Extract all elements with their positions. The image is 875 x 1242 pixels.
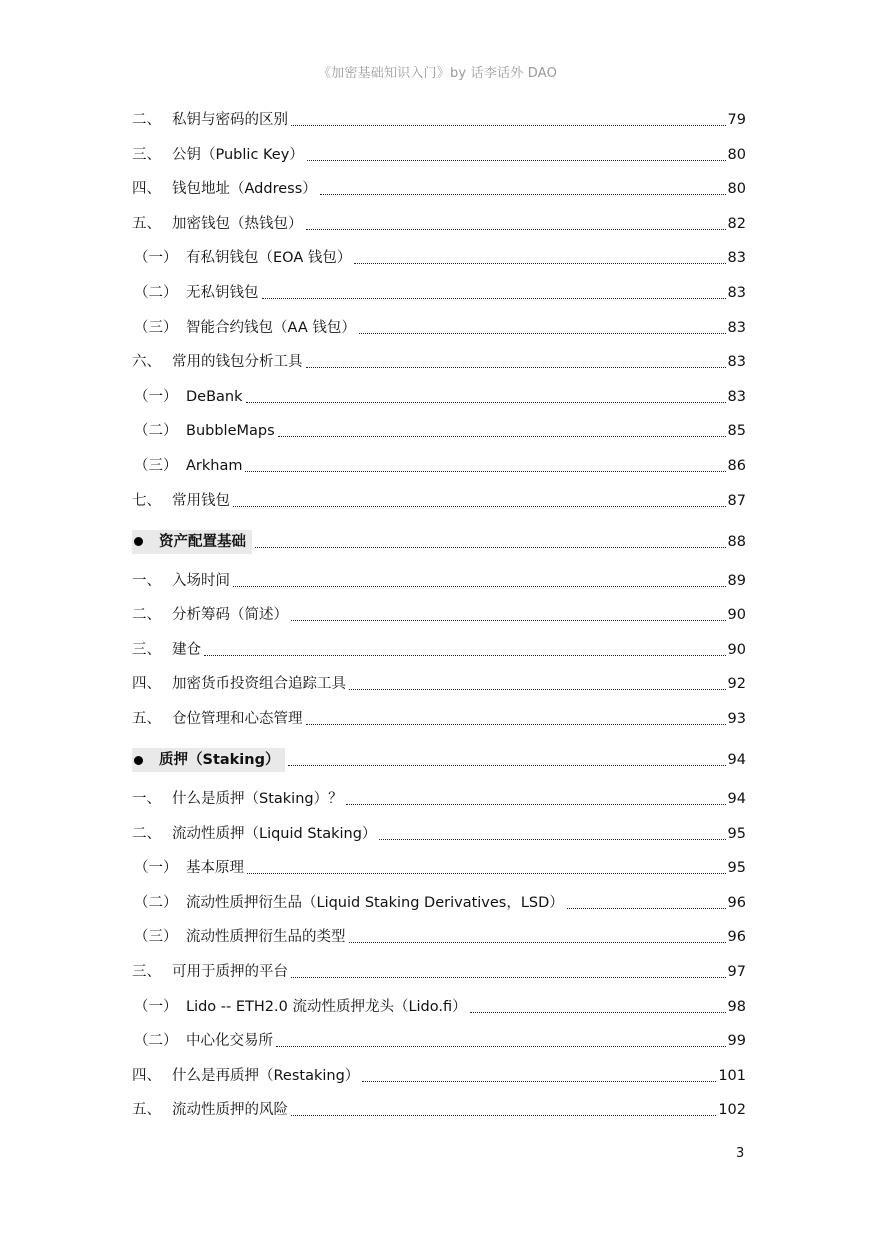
toc-entry-page: 97 [727, 964, 746, 980]
toc-entry-number: （一） [134, 998, 178, 1015]
toc-entry[interactable] [132, 487, 746, 511]
dot-leader [247, 872, 726, 874]
toc-entry-page: 96 [727, 894, 746, 911]
toc-entry-page: 94 [727, 752, 746, 768]
dot-leader [470, 1011, 726, 1013]
toc-entry-title: 仓位管理和心态管理 [172, 711, 303, 727]
toc-entry[interactable] [132, 175, 746, 199]
dot-leader [349, 941, 726, 943]
toc-entry[interactable] [132, 820, 746, 844]
section-heading-highlight [132, 530, 252, 554]
toc-entry-title: 公钥（Public Key） [172, 146, 304, 163]
toc-entry-page: 90 [727, 641, 746, 658]
dot-leader [246, 401, 726, 403]
toc-entry[interactable] [132, 1062, 746, 1086]
toc-entry-title: 什么是再质押（Restaking） [172, 1067, 360, 1084]
toc-entry-title: 资产配置基础 [159, 533, 246, 550]
toc-entry[interactable] [132, 279, 746, 303]
toc-entry-title: 流动性质押衍生品（Liquid Staking Derivatives，LSD） [186, 894, 564, 911]
toc-entry[interactable] [132, 705, 746, 729]
toc-entry[interactable] [132, 601, 746, 625]
toc-entry-title: 智能合约钱包（AA 钱包） [186, 319, 356, 336]
dot-leader [291, 124, 726, 126]
toc-entry-page: 80 [727, 146, 746, 163]
bullet-icon [134, 756, 143, 765]
toc-entry-number: 三、 [132, 146, 161, 163]
dot-leader [320, 193, 726, 195]
toc-entry-page: 88 [727, 533, 746, 550]
toc-entry-number: 一、 [132, 572, 161, 589]
toc-entry[interactable] [132, 314, 746, 338]
toc-entry-number: 三、 [132, 641, 161, 658]
toc-entry-number: （三） [134, 458, 178, 474]
toc-entry[interactable] [132, 636, 746, 660]
toc-entry-number: （二） [134, 894, 178, 911]
toc-entry-page: 90 [727, 607, 746, 624]
toc-entry[interactable] [132, 383, 746, 407]
toc-entry[interactable] [132, 210, 746, 234]
toc-entry[interactable] [132, 417, 746, 441]
dot-leader [291, 976, 726, 978]
toc-entry[interactable] [132, 785, 746, 809]
toc-entry-title: 钱包地址（Address） [172, 181, 317, 198]
toc-entry-number: 三、 [132, 964, 161, 980]
toc-section-heading[interactable] [132, 746, 746, 770]
toc-entry-page: 83 [727, 285, 746, 301]
dot-leader [278, 435, 726, 437]
dot-leader [349, 688, 726, 690]
toc-section-heading[interactable] [132, 528, 746, 552]
toc-entry-title: 加密货币投资组合追踪工具 [172, 676, 346, 693]
toc-entry-page: 95 [727, 825, 746, 842]
toc-entry-page: 99 [727, 1033, 746, 1050]
toc-entry-number: 七、 [132, 492, 161, 509]
toc-entry-number: 六、 [132, 354, 161, 371]
dot-leader [359, 332, 726, 334]
toc-entry-title: 私钥与密码的区别 [172, 112, 288, 128]
dot-leader [291, 619, 726, 621]
toc-entry-page: 86 [727, 458, 746, 474]
toc-entry-title: 常用钱包 [172, 492, 230, 509]
toc-entry-title: 流动性质押衍生品的类型 [186, 929, 346, 946]
dot-leader [567, 907, 726, 909]
toc-entry-title: 常用的钱包分析工具 [172, 354, 303, 371]
toc-entry-title: 什么是质押（Staking）？ [172, 791, 343, 807]
toc-entry-page: 85 [727, 423, 746, 440]
dot-leader [362, 1080, 716, 1082]
dot-leader [255, 546, 726, 548]
toc-entry-title: 流动性质押（Liquid Staking） [172, 825, 377, 842]
toc-entry-number: 五、 [132, 215, 161, 232]
toc-entry-number: 二、 [132, 825, 161, 842]
toc-entry[interactable] [132, 923, 746, 947]
toc-entry[interactable] [132, 567, 746, 591]
toc-entry-title: 有私钥钱包（EOA 钱包） [186, 250, 352, 267]
toc-entry-page: 102 [718, 1102, 746, 1119]
toc-entry[interactable] [132, 244, 746, 268]
toc-entry-title: DeBank [186, 388, 243, 405]
toc-entry-page: 101 [718, 1067, 746, 1084]
toc-entry[interactable] [132, 993, 746, 1017]
toc-entry-title: 中心化交易所 [186, 1033, 273, 1050]
toc-entry-number: （三） [134, 319, 178, 336]
toc-entry-number: （一） [134, 388, 178, 405]
dot-leader [204, 654, 726, 656]
toc-entry-title: 可用于质押的平台 [172, 964, 288, 980]
toc-entry-number: 二、 [132, 112, 161, 128]
toc-entry-number: （一） [134, 860, 178, 877]
dot-leader [245, 470, 725, 472]
toc-entry-page: 93 [727, 711, 746, 727]
toc-entry-title: 分析筹码（简述） [172, 607, 288, 624]
toc-entry[interactable] [132, 958, 746, 982]
dot-leader [306, 366, 726, 368]
toc-entry[interactable] [132, 670, 746, 694]
toc-entry[interactable] [132, 1027, 746, 1051]
toc-entry-page: 83 [727, 250, 746, 267]
dot-leader [306, 228, 726, 230]
toc-entry[interactable] [132, 854, 746, 878]
section-heading-highlight [132, 748, 285, 772]
toc-entry-number: 一、 [132, 791, 161, 807]
dot-leader [233, 585, 726, 587]
bullet-icon [134, 537, 143, 546]
toc-entry-title: 入场时间 [172, 572, 230, 589]
toc-entry-title: 基本原理 [186, 860, 244, 877]
toc-entry-number: 五、 [132, 711, 161, 727]
toc-entry-number: 四、 [132, 1067, 161, 1084]
toc-entry-title: Lido -- ETH2.0 流动性质押龙头（Lido.fi） [186, 998, 467, 1015]
toc-entry-title: 建仓 [172, 641, 201, 658]
dot-leader [288, 764, 725, 766]
toc-entry-page: 96 [727, 929, 746, 946]
toc-entry-page: 83 [727, 319, 746, 336]
toc-entry-page: 98 [727, 998, 746, 1015]
toc-entry-title: 流动性质押的风险 [172, 1102, 288, 1119]
dot-leader [379, 838, 725, 840]
toc-entry-number: （二） [134, 1033, 178, 1050]
toc-entry[interactable] [132, 1096, 746, 1120]
toc-entry-page: 95 [727, 860, 746, 877]
toc-entry[interactable] [132, 141, 746, 165]
toc-entry-title: BubbleMaps [186, 423, 275, 440]
toc-entry-number: （三） [134, 929, 178, 946]
toc-entry-number: 四、 [132, 676, 161, 693]
toc-entry-number: 五、 [132, 1102, 161, 1119]
page-number: 3 [736, 1146, 745, 1161]
running-header: 《加密基础知识入门》by 话李话外 DAO [317, 66, 558, 81]
dot-leader [233, 505, 726, 507]
toc-entry-title: Arkham [186, 458, 243, 474]
dot-leader [354, 262, 725, 264]
toc-entry-title: 质押（Staking） [159, 752, 280, 768]
toc-entry[interactable] [132, 106, 746, 130]
toc-entry-number: （二） [134, 285, 178, 301]
toc-entry-page: 89 [727, 572, 746, 589]
dot-leader [262, 297, 726, 299]
toc-entry[interactable] [132, 348, 746, 372]
dot-leader [276, 1045, 726, 1047]
toc-entry-page: 94 [727, 791, 746, 807]
toc-entry-page: 87 [727, 492, 746, 509]
toc-entry-number: （二） [134, 423, 178, 440]
toc-entry[interactable] [132, 889, 746, 913]
toc-entry-title: 加密钱包（热钱包） [172, 215, 303, 232]
dot-leader [306, 723, 726, 725]
dot-leader [346, 803, 726, 805]
toc-entry[interactable] [132, 452, 746, 476]
toc-entry-page: 80 [727, 181, 746, 198]
toc-entry-number: 二、 [132, 607, 161, 624]
dot-leader [307, 159, 726, 161]
toc-entry-page: 82 [727, 215, 746, 232]
dot-leader [291, 1114, 716, 1116]
toc-entry-title: 无私钥钱包 [186, 285, 259, 301]
toc-entry-number: 四、 [132, 181, 161, 198]
toc-entry-number: （一） [134, 250, 178, 267]
toc-entry-page: 92 [727, 676, 746, 693]
toc-entry-page: 83 [727, 354, 746, 371]
toc-entry-page: 83 [727, 388, 746, 405]
toc-entry-page: 79 [727, 112, 746, 128]
